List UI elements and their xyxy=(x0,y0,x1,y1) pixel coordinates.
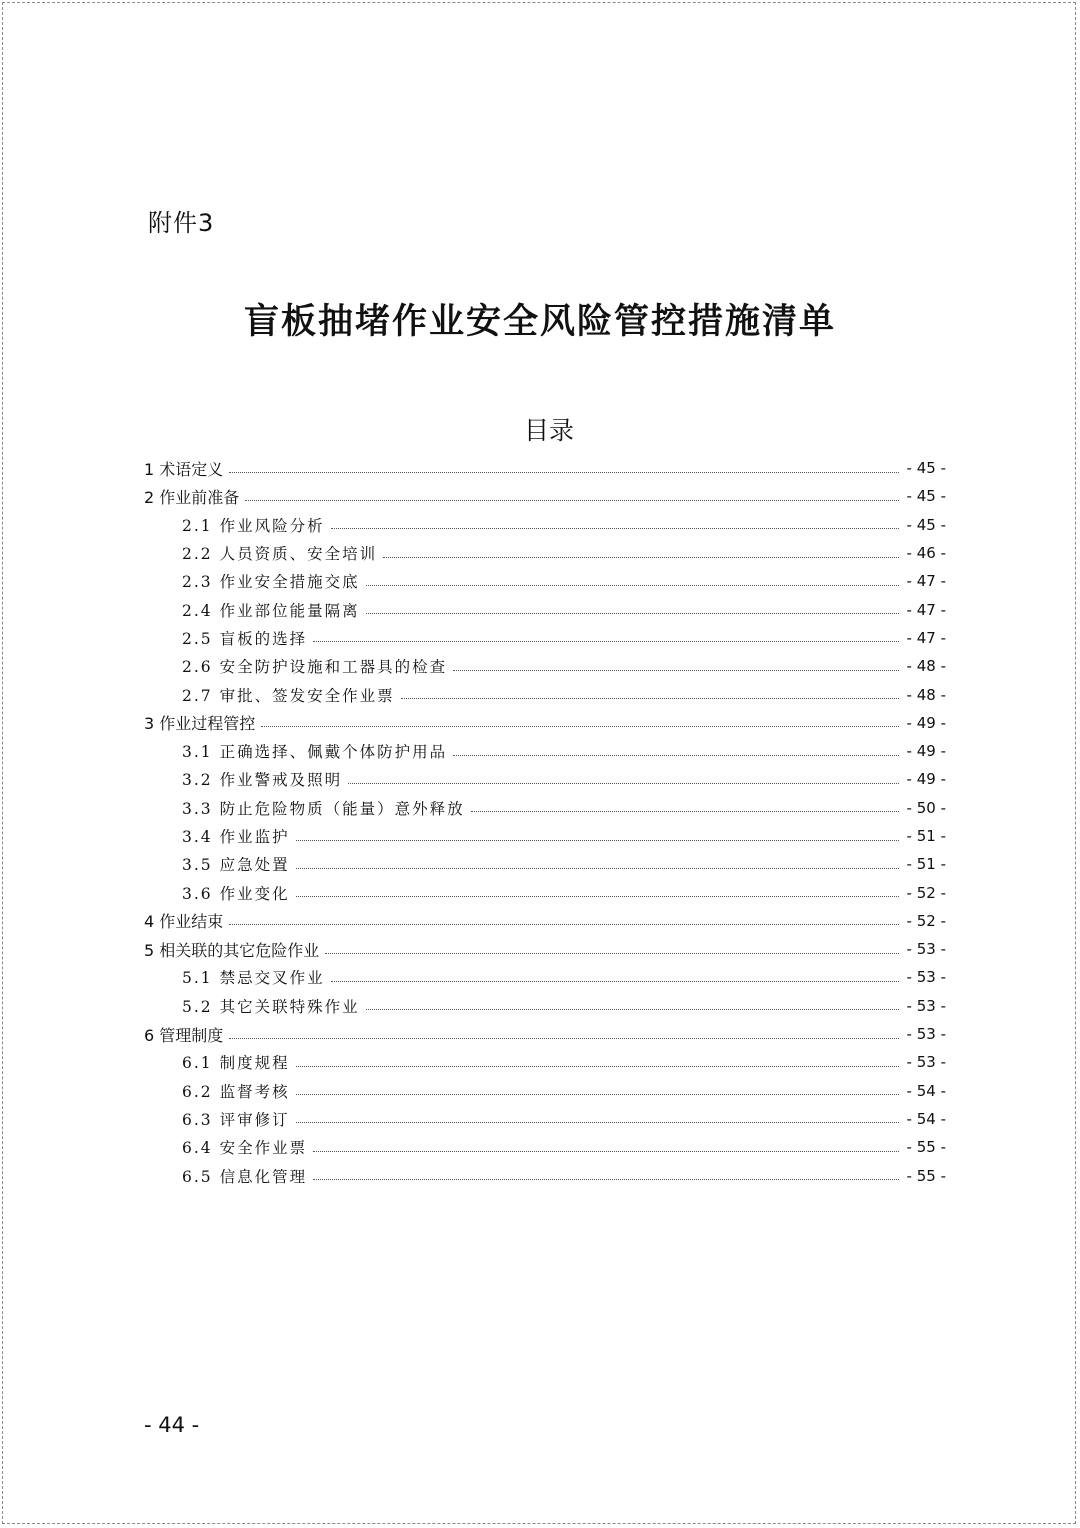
table-of-contents xyxy=(144,454,946,1190)
toc-entry[interactable] xyxy=(144,1105,946,1133)
toc-dot-leader xyxy=(366,1009,899,1010)
toc-entry[interactable] xyxy=(144,992,946,1020)
toc-dot-leader xyxy=(331,981,899,982)
toc-entry-label: 2.4 作业部位能量隔离 xyxy=(182,601,360,620)
toc-entry[interactable] xyxy=(144,482,946,510)
toc-entry-page: - 47 - xyxy=(906,628,946,647)
toc-entry-page: - 47 - xyxy=(906,572,946,591)
toc-entry[interactable] xyxy=(144,567,946,595)
toc-entry[interactable] xyxy=(144,1161,946,1189)
toc-dot-leader xyxy=(313,641,898,642)
toc-entry[interactable] xyxy=(144,709,946,737)
toc-entry[interactable] xyxy=(144,652,946,680)
toc-entry[interactable] xyxy=(144,907,946,935)
toc-entry[interactable] xyxy=(144,737,946,765)
toc-entry-label: 2.5 盲板的选择 xyxy=(182,629,308,648)
toc-entry[interactable] xyxy=(144,850,946,878)
toc-entry-page: - 48 - xyxy=(906,657,946,676)
toc-entry-page: - 55 - xyxy=(906,1166,946,1185)
toc-dot-leader xyxy=(325,953,898,954)
toc-dot-leader xyxy=(383,557,898,558)
toc-entry-label: 2.3 作业安全措施交底 xyxy=(182,573,360,592)
toc-dot-leader xyxy=(229,924,898,925)
toc-dot-leader xyxy=(229,472,898,473)
toc-dot-leader xyxy=(331,528,899,529)
toc-entry-page: - 45 - xyxy=(906,487,946,506)
toc-dot-leader xyxy=(471,811,899,812)
toc-entry-label: 5.2 其它关联特殊作业 xyxy=(182,997,360,1016)
toc-entry-page: - 54 - xyxy=(906,1081,946,1100)
toc-entry[interactable] xyxy=(144,454,946,482)
toc-dot-leader xyxy=(296,840,899,841)
toc-entry[interactable] xyxy=(144,878,946,906)
toc-entry-label: 4 作业结束 xyxy=(144,912,224,932)
toc-entry-page: - 49 - xyxy=(906,742,946,761)
toc-dot-leader xyxy=(313,1151,898,1152)
toc-entry-page: - 53 - xyxy=(906,940,946,959)
page-number: - 44 - xyxy=(144,1413,200,1437)
toc-dot-leader xyxy=(401,698,899,699)
toc-dot-leader xyxy=(348,783,898,784)
toc-entry-page: - 49 - xyxy=(906,713,946,732)
toc-entry[interactable] xyxy=(144,511,946,539)
toc-entry[interactable] xyxy=(144,624,946,652)
toc-dot-leader xyxy=(313,1179,898,1180)
toc-entry-page: - 54 - xyxy=(906,1109,946,1128)
toc-entry-label: 6.4 安全作业票 xyxy=(182,1139,308,1158)
toc-dot-leader xyxy=(366,613,899,614)
toc-entry-page: - 53 - xyxy=(906,968,946,987)
document-title: 盲板抽堵作业安全风险管控措施清单 xyxy=(243,301,836,342)
toc-entry-page: - 45 - xyxy=(906,459,946,478)
toc-entry-page: - 52 - xyxy=(906,911,946,930)
toc-dot-leader xyxy=(366,585,899,586)
toc-dot-leader xyxy=(261,726,898,727)
toc-entry-page: - 53 - xyxy=(906,996,946,1015)
toc-heading: 目录 xyxy=(523,416,574,445)
toc-entry-label: 3.6 作业变化 xyxy=(182,884,290,903)
toc-entry-label: 6.1 制度规程 xyxy=(182,1054,290,1073)
toc-entry[interactable] xyxy=(144,1020,946,1048)
toc-entry-label: 3 作业过程管控 xyxy=(144,714,256,734)
toc-entry[interactable] xyxy=(144,595,946,623)
toc-entry[interactable] xyxy=(144,1077,946,1105)
toc-entry-label: 3.1 正确选择、佩戴个体防护用品 xyxy=(182,743,448,762)
toc-dot-leader xyxy=(229,1038,898,1039)
toc-entry-label: 6.2 监督考核 xyxy=(182,1082,290,1101)
toc-entry-page: - 47 - xyxy=(906,600,946,619)
toc-dot-leader xyxy=(296,868,899,869)
toc-entry-label: 2.2 人员资质、安全培训 xyxy=(182,545,378,564)
toc-entry-label: 2.1 作业风险分析 xyxy=(182,516,325,535)
toc-entry-label: 3.2 作业警戒及照明 xyxy=(182,771,343,790)
toc-entry-page: - 53 - xyxy=(906,1025,946,1044)
toc-dot-leader xyxy=(296,1094,899,1095)
attachment-label: 附件3 xyxy=(148,209,215,237)
toc-entry-label: 5.1 禁忌交叉作业 xyxy=(182,969,325,988)
toc-entry-label: 1 术语定义 xyxy=(144,459,224,479)
toc-entry-page: - 46 - xyxy=(906,544,946,563)
toc-entry-label: 2.7 审批、签发安全作业票 xyxy=(182,686,395,705)
toc-entry[interactable] xyxy=(144,822,946,850)
toc-entry[interactable] xyxy=(144,1048,946,1076)
toc-entry-page: - 55 - xyxy=(906,1138,946,1157)
toc-entry-page: - 49 - xyxy=(906,770,946,789)
toc-entry-label: 6 管理制度 xyxy=(144,1025,224,1045)
toc-entry-label: 2.6 安全防护设施和工器具的检查 xyxy=(182,658,448,677)
toc-entry-label: 5 相关联的其它危险作业 xyxy=(144,940,320,960)
toc-entry-label: 3.5 应急处置 xyxy=(182,856,290,875)
toc-entry-page: - 51 - xyxy=(906,855,946,874)
toc-dot-leader xyxy=(245,500,898,501)
toc-entry-label: 6.3 评审修订 xyxy=(182,1110,290,1129)
toc-entry-label: 6.5 信息化管理 xyxy=(182,1167,308,1186)
toc-entry[interactable] xyxy=(144,963,946,991)
toc-entry-page: - 50 - xyxy=(906,798,946,817)
toc-entry[interactable] xyxy=(144,765,946,793)
toc-entry[interactable] xyxy=(144,794,946,822)
toc-entry[interactable] xyxy=(144,680,946,708)
toc-entry-page: - 48 - xyxy=(906,685,946,704)
toc-dot-leader xyxy=(296,1122,899,1123)
toc-dot-leader xyxy=(453,670,898,671)
toc-entry-label: 3.4 作业监护 xyxy=(182,828,290,846)
toc-entry-label: 2 作业前准备 xyxy=(144,487,240,507)
toc-dot-leader xyxy=(296,1066,899,1067)
toc-dot-leader xyxy=(453,755,898,756)
toc-entry[interactable] xyxy=(144,1133,946,1161)
toc-entry-page: - 52 - xyxy=(906,883,946,902)
toc-entry[interactable] xyxy=(144,539,946,567)
toc-entry-page: - 53 - xyxy=(906,1053,946,1072)
toc-entry-page: - 45 - xyxy=(906,515,946,534)
toc-entry[interactable] xyxy=(144,935,946,963)
toc-dot-leader xyxy=(296,896,899,897)
toc-entry-page: - 51 - xyxy=(906,827,946,845)
toc-entry-label: 3.3 防止危险物质（能量）意外释放 xyxy=(182,799,465,818)
